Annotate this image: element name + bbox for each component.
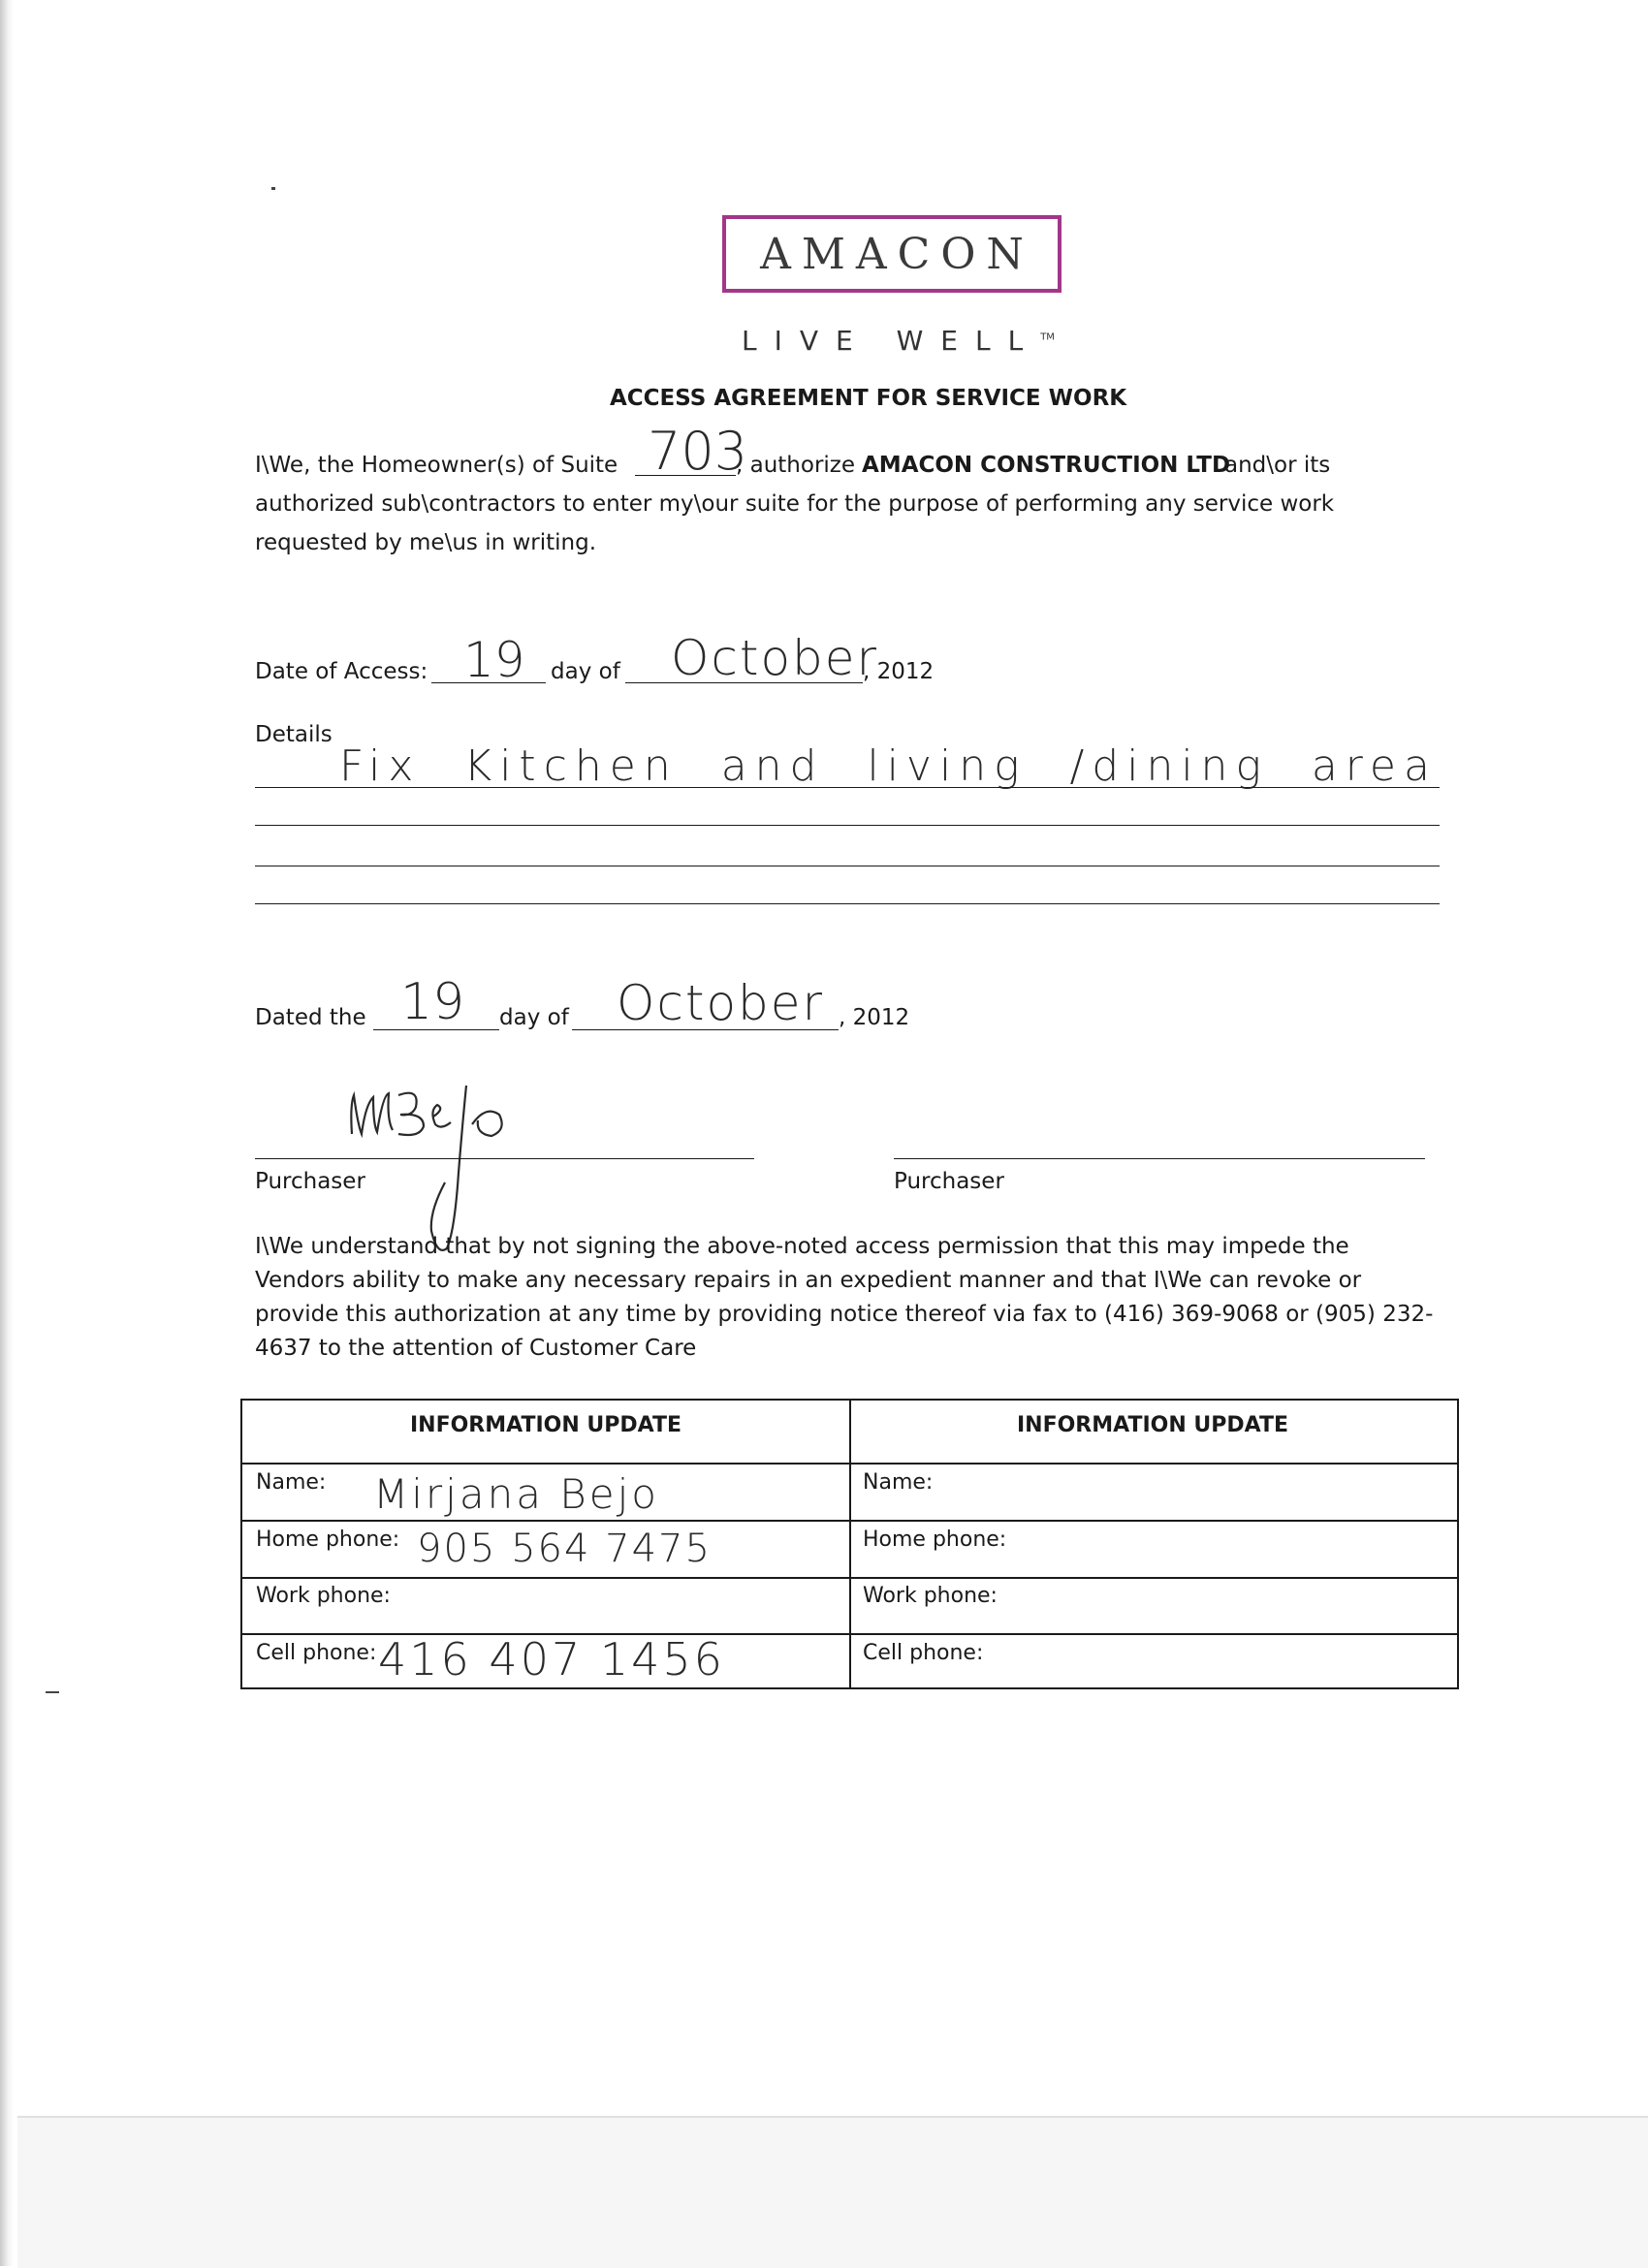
access-day-handwritten: 19 [463,632,525,688]
details-line-4 [255,903,1440,904]
intro-line2: authorized sub\contractors to enter my\our suite for the purpose of performing any service work [255,491,1335,517]
details-line-2 [255,825,1440,826]
access-month-handwritten: October [671,630,879,686]
company-name: AMACON CONSTRUCTION LTD [862,453,1231,478]
purchaser-1-label: Purchaser [255,1169,365,1194]
details-handwritten: Fix Kitchen and living /dining area [339,741,1438,791]
info-header-left: INFORMATION UPDATE [409,1413,682,1437]
scan-bottom-margin [17,2116,1648,2268]
cell-phone-label-right: Cell phone: [863,1641,984,1665]
dated-day-of-label: day of [499,1005,569,1030]
document-title: ACCESS AGREEMENT FOR SERVICE WORK [610,386,1127,411]
cell-phone-value-left: 416 407 1456 [378,1633,725,1685]
scan-edge [0,0,14,2266]
dated-month-handwritten: October [617,975,825,1031]
work-phone-label-left: Work phone: [256,1584,391,1608]
scan-speck [46,1691,59,1693]
purchaser-2-line [894,1158,1425,1159]
trademark-mark: TM [1040,331,1055,343]
access-date-label: Date of Access: [255,659,428,684]
table-row-divider [242,1577,1457,1579]
purchaser-signature [344,1066,557,1260]
details-label: Details [255,722,333,747]
table-row-divider [242,1463,1457,1465]
access-year: , 2012 [863,659,935,684]
intro-line3: requested by me\us in writing. [255,530,597,555]
intro-part3: and\or its [1224,453,1331,478]
notice-line-4: 4637 to the attention of Customer Care [255,1336,697,1361]
work-phone-label-right: Work phone: [863,1584,998,1608]
name-label-right: Name: [863,1470,934,1495]
purchaser-1-line [255,1158,754,1159]
notice-line-2: Vendors ability to make any necessary repairs in an expedient manner and that I\We can revoke or [255,1268,1362,1293]
details-line-1 [255,787,1440,788]
name-value-left: Mirjana Bejo [373,1470,659,1518]
intro-part1: I\We, the Homeowner(s) of Suite [255,453,618,478]
home-phone-value-left: 905 564 7475 [417,1527,712,1571]
home-phone-label-right: Home phone: [863,1528,1007,1552]
home-phone-label-left: Home phone: [256,1528,400,1552]
intro-part2: , authorize [736,453,856,478]
dated-day-handwritten: 19 [400,973,465,1031]
dated-label: Dated the [255,1005,366,1030]
suite-number-handwritten: 703 [648,421,748,482]
information-update-table [240,1399,1459,1689]
dated-year: , 2012 [839,1005,910,1030]
purchaser-2-label: Purchaser [894,1169,1004,1194]
access-day-of-label: day of [551,659,620,684]
table-row-divider [242,1520,1457,1522]
notice-line-1: I\We understand that by not signing the above-noted access permission that this may impede the [255,1234,1349,1259]
info-header-right: INFORMATION UPDATE [1016,1413,1289,1437]
notice-line-3: provide this authorization at any time by providing notice thereof via fax to (416) 369-9068 or (905) 232- [255,1302,1434,1327]
scan-speck [271,187,275,190]
tagline-text: LIVE WELL [742,325,1041,357]
table-column-divider [849,1401,851,1687]
logo-wordmark: AMACON [760,229,1034,279]
amacon-logo [722,215,1062,293]
logo-tagline [742,325,1062,357]
name-label-left: Name: [256,1470,327,1495]
cell-phone-label-left: Cell phone: [256,1641,377,1665]
